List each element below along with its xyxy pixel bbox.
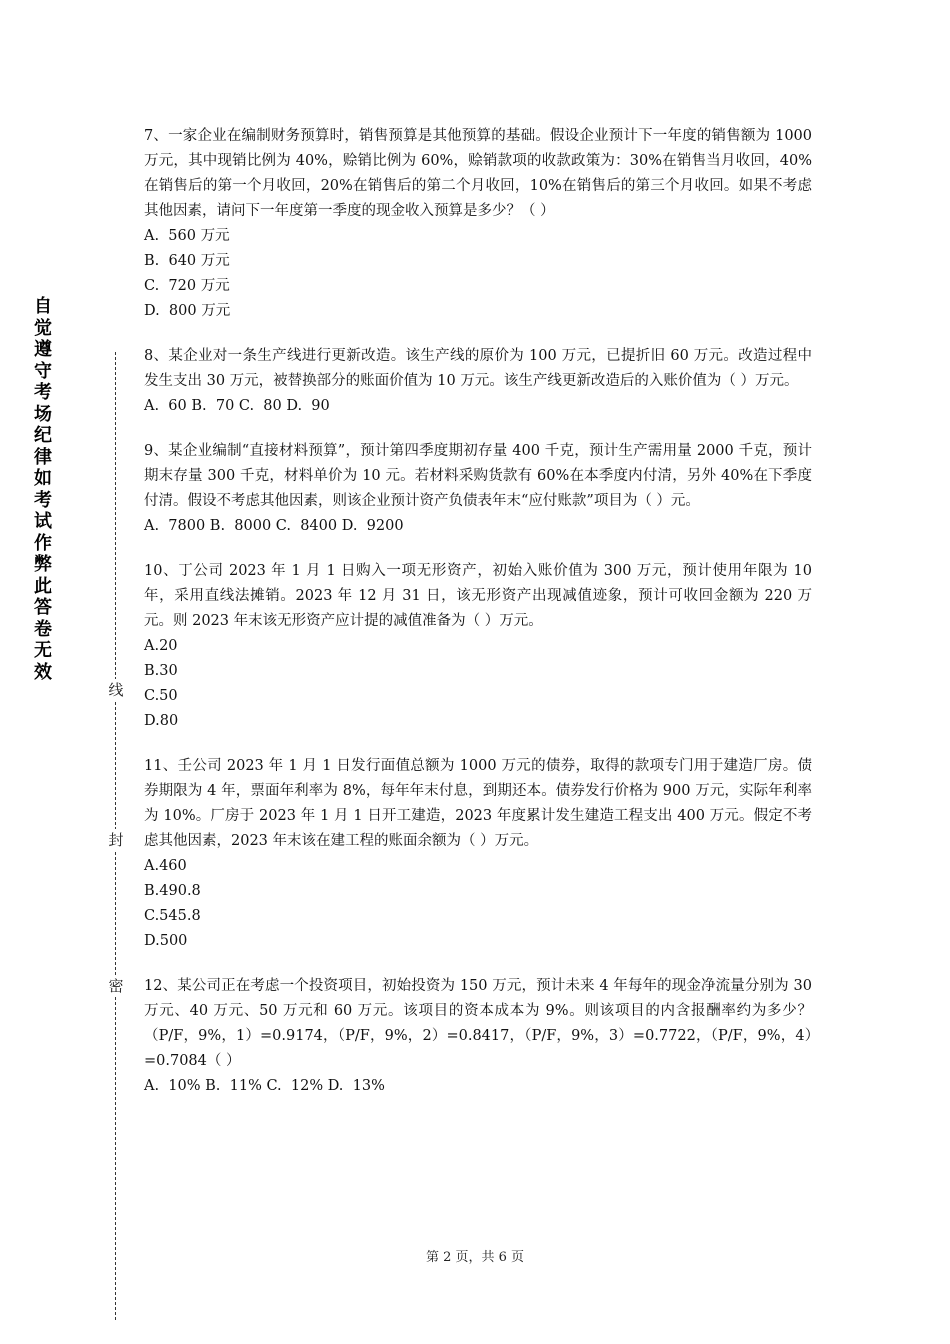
option-b: B. 640 万元 [144,253,230,269]
exam-discipline-notice: 自觉遵守考场纪律如考试作弊此答卷无效 [34,296,52,683]
page-number-footer: 第 2 页，共 6 页 [425,1250,525,1265]
option-b: B.490.8 [144,883,201,899]
option-b: B.30 [144,663,178,679]
option-c: C. 720 万元 [144,278,230,294]
option-d: D.80 [144,713,179,729]
question-text: 10、丁公司 2023 年 1 月 1 日购入一项无形资产，初始入账价值为 300 万元，预计使用年限为 10 年，采用直线法摊销。2023 年 12 月 31 日，该无形资产出现减值迹象，预计可收回金额为 220 万元。则 2023 年末该无形资产应计提的减值准备为（ ）万元。 [144,563,812,629]
option-c: C.545.8 [144,908,201,924]
option-a: A.460 [144,858,187,874]
question-text: 7、一家企业在编制财务预算时，销售预算是其他预算的基础。假设企业预计下一年度的销售额为 1000 万元，其中现销比例为 40%，赊销比例为 60%，赊销款项的收款政策为：30%在销售当月收回，40%在销售后的第一个月收回，20%在销售后的第二个月收回，10%在销售后的第三个月收回。如果不考虑其他因素，请问下一年度第一季度的现金收入预算是多少？（ ） [144,128,812,219]
option-d: D. 800 万元 [144,303,231,319]
question-text: 11、壬公司 2023 年 1 月 1 日发行面值总额为 1000 万元的债券，取得的款项专门用于建造厂房。债券期限为 4 年，票面年利率为 8%，每年年末付息，到期还本。债券发行价格为 900 万元，实际年利率为 10%。厂房于 2023 年 1 月 1 日开工建造，2023 年度累计发生建造工程支出 400 万元。假定不考虑其他因素，2023 年末该在建工程的账面余额为（ ）万元。 [144,758,812,849]
option-c: C.50 [144,688,178,704]
question-text: 12、某公司正在考虑一个投资项目，初始投资为 150 万元，预计未来 4 年每年的现金净流量分别为 30 万元、40 万元、50 万元和 60 万元。该项目的资本成本为 9%。则该项目的内含报酬率约为多少？（P/F，9%，1）=0.9174，（P/F，9%，2）=0.8417，（P/F，9%，3）=0.7722，（P/F，9%，4）=0.7084（ ） [144,978,812,1069]
question-10 [144,559,812,734]
binding-mark-line: 线 [105,679,127,701]
option-a: A. 560 万元 [144,228,230,244]
option-a: A.20 [144,638,178,654]
question-7 [144,124,812,324]
question-9 [144,439,812,539]
question-8 [144,344,812,419]
question-text: 8、某企业对一条生产线进行更新改造。该生产线的原价为 100 万元，已提折旧 60 万元。改造过程中发生支出 30 万元，被替换部分的账面价值为 10 万元。该生产线更新改造后的入账价值为（ ）万元。 [144,348,812,389]
question-text: 9、某企业编制“直接材料预算”，预计第四季度期初存量 400 千克，预计生产需用量 2000 千克，预计期末存量 300 千克，材料单价为 10 元。若材料采购货款有 60%在本季度内付清，另外 40%在下季度付清。假设不考虑其他因素，则该企业预计资产负债表年末“应付账款”项目为（ ）元。 [144,443,812,509]
question-11 [144,754,812,954]
question-12 [144,974,812,1099]
question-list [144,124,812,1119]
option-d: D.500 [144,933,188,949]
options-inline: A. 10% B. 11% C. 12% D. 13% [144,1078,385,1094]
options-inline: A. 7800 B. 8000 C. 8400 D. 9200 [144,518,404,534]
binding-mark-secret: 密 [105,975,127,997]
binding-mark-seal: 封 [105,829,127,851]
options-inline: A. 60 B. 70 C. 80 D. 90 [144,398,330,414]
